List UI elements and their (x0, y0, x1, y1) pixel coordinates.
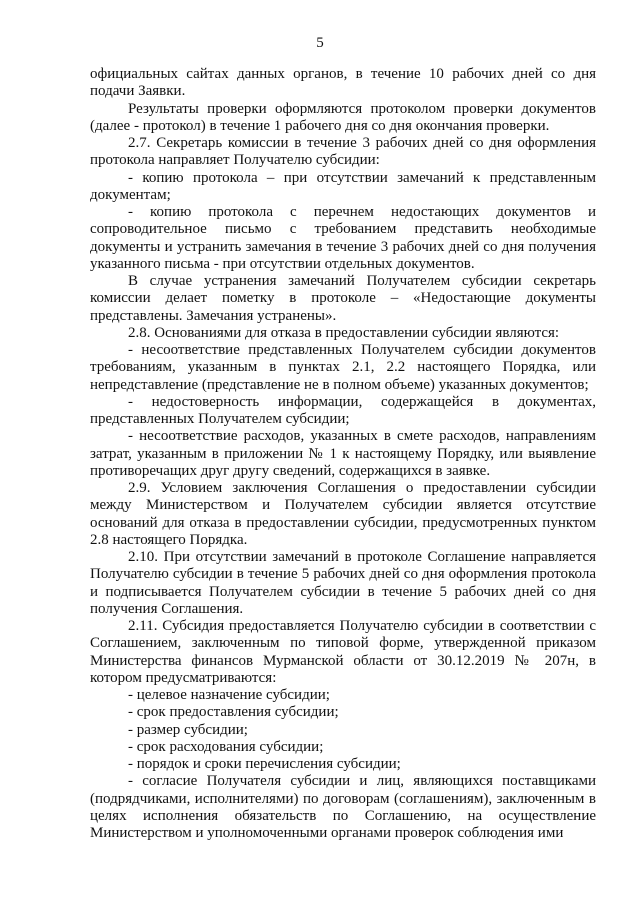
paragraph: 2.11. Субсидия предоставляется Получателю субсидии в соответствии с Соглашением, заключенным по типовой форме, утвержденной приказом Министерства финансов Мурманской области от 30.12.2019 № 207н, в котором предусматриваются: (90, 618, 596, 686)
paragraph: 2.10. При отсутствии замечаний в протоколе Соглашение направляется Получателю субсидии в течение 5 рабочих дней со дня оформления протокола и подписывается Получателем субсидии в течение 5 рабочих дней со дня получения Соглашения. (90, 549, 596, 617)
paragraph: - размер субсидии; (128, 721, 248, 738)
paragraph: - порядок и сроки перечисления субсидии; (128, 756, 401, 772)
paragraph: - срок расходования субсидии; (128, 738, 324, 755)
page-number: 5 (316, 35, 324, 51)
paragraph: 2.8. Основаниями для отказа в предоставлении субсидии являются: (128, 324, 560, 341)
paragraph: - копию протокола с перечнем недостающих документов и сопроводительное письмо с требованием представить необходимые документы и устранить замечания в течение 3 рабочих дней со дня получения указанного письма - при отсутствии отдельных документов. (90, 204, 596, 272)
paragraph: официальных сайтах данных органов, в течение 10 рабочих дней со дня подачи Заявки. (90, 66, 596, 100)
paragraph: В случае устранения замечаний Получателем субсидии секретарь комиссии делает пометку в протоколе – «Недостающие документы представлены. Замечания устранены». (90, 273, 596, 324)
paragraph: - копию протокола – при отсутствии замечаний к представленным документам; (90, 169, 596, 203)
paragraph: - согласие Получателя субсидии и лиц, являющихся поставщиками (подрядчиками, исполнителями) по договорам (соглашениям), заключенным в целях исполнения обязательств по Соглашению, на осуществление Министерством и уполномоченными органами проверок соблюдения ими (90, 773, 596, 841)
paragraph: 2.7. Секретарь комиссии в течение 3 рабочих дней со дня оформления протокола направляет Получателю субсидии: (90, 135, 596, 169)
paragraph: - недостоверность информации, содержащейся в документах, представленных Получателем субсидии; (90, 393, 596, 427)
paragraph: Результаты проверки оформляются протоколом проверки документов (далее - протокол) в течение 1 рабочего дня со дня окончания проверки. (90, 100, 596, 134)
paragraph: - целевое назначение субсидии; (128, 687, 330, 703)
paragraph: - срок предоставления субсидии; (128, 704, 339, 721)
document-body (90, 66, 596, 842)
paragraph: - несоответствие расходов, указанных в смете расходов, направлениям затрат, указанным в приложении № 1 к настоящему Порядку, или выявление противоречащих друг другу сведений, содержащихся в заявке. (90, 428, 596, 479)
paragraph: 2.9. Условием заключения Соглашения о предоставлении субсидии между Министерством и Получателем субсидии является отсутствие оснований для отказа в предоставлении субсидии, предусмотренных пунктом 2.8 настоящего Порядка. (90, 480, 596, 548)
paragraph: - несоответствие представленных Получателем субсидии документов требованиям, указанным в пунктах 2.1, 2.2 настоящего Порядка, или непредставление (представление не в полном объеме) указанных документов; (90, 342, 596, 393)
